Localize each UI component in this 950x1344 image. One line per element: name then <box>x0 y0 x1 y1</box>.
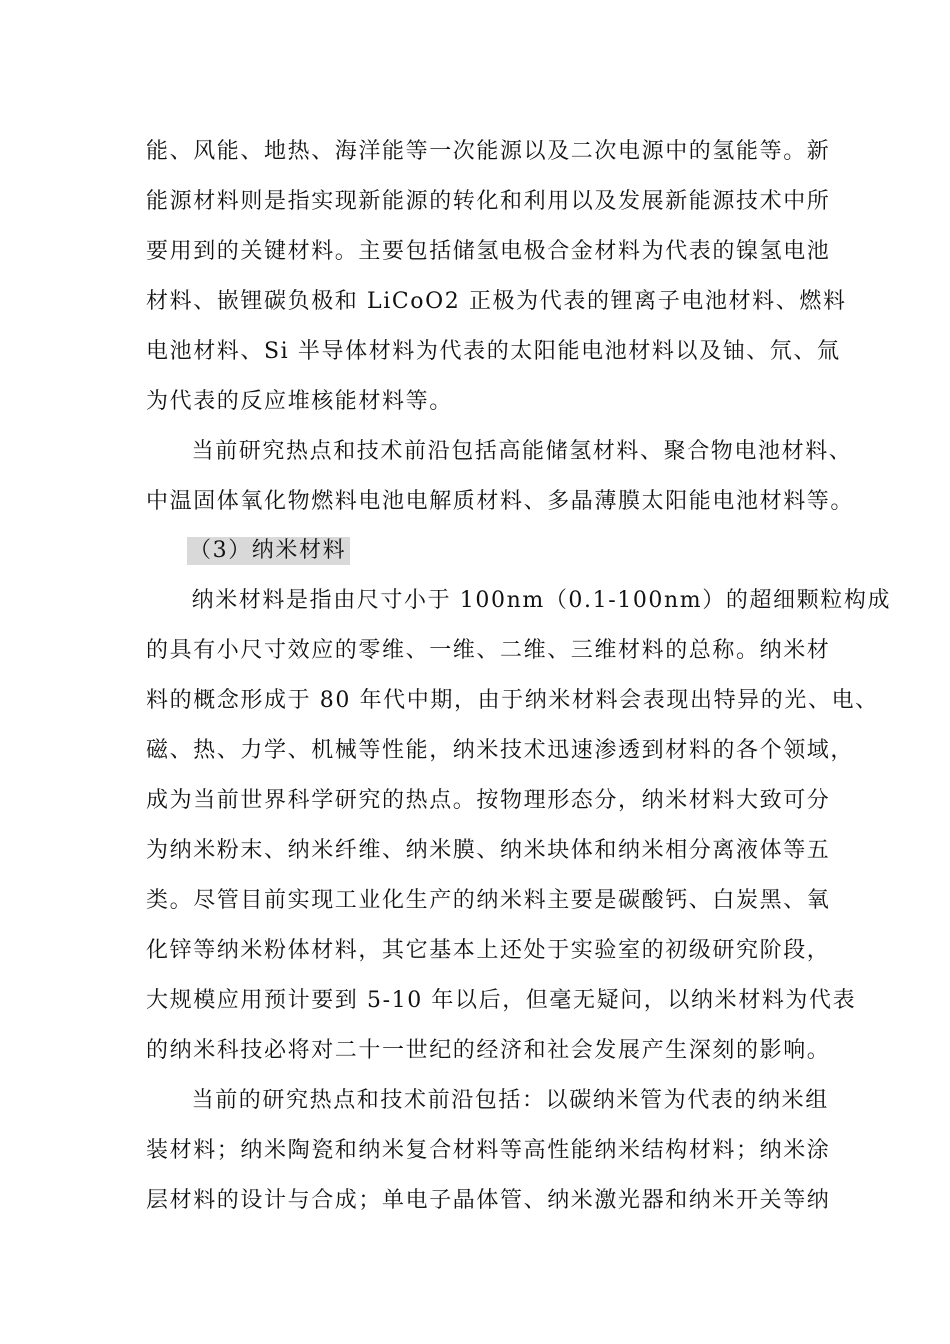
text-line: 成为当前世界科学研究的热点。按物理形态分，纳米材料大致可分 <box>146 788 831 813</box>
text-line: 为代表的反应堆核能材料等。 <box>146 389 453 414</box>
text-line: 为纳米粉末、纳米纤维、纳米膜、纳米块体和纳米相分离液体等五 <box>146 838 831 863</box>
text-line: 电池材料、Si 半导体材料为代表的太阳能电池材料以及铀、氘、氚 <box>146 339 841 364</box>
text-line: 料的概念形成于 80 年代中期，由于纳米材料会表现出特异的光、电、 <box>146 688 879 713</box>
text-line: 的纳米科技必将对二十一世纪的经济和社会发展产生深刻的影响。 <box>146 1038 831 1063</box>
text-line: 能源材料则是指实现新能源的转化和利用以及发展新能源技术中所 <box>146 189 831 214</box>
section-heading: （3）纳米材料 <box>187 537 350 565</box>
text-line: 装材料；纳米陶瓷和纳米复合材料等高性能纳米结构材料；纳米涂 <box>146 1138 831 1163</box>
text-line: 的具有小尺寸效应的零维、一维、二维、三维材料的总称。纳米材 <box>146 638 831 663</box>
text-line: 纳米材料是指由尺寸小于 100nm（0.1-100nm）的超细颗粒构成 <box>168 588 892 613</box>
text-line: 中温固体氧化物燃料电池电解质材料、多晶薄膜太阳能电池材料等。 <box>146 489 855 514</box>
text-line: 当前研究热点和技术前沿包括高能储氢材料、聚合物电池材料、 <box>168 439 853 464</box>
text-line: 层材料的设计与合成；单电子晶体管、纳米激光器和纳米开关等纳 <box>146 1188 831 1213</box>
text-line: 磁、热、力学、机械等性能，纳米技术迅速渗透到材料的各个领域， <box>146 738 855 763</box>
text-line: 化锌等纳米粉体材料，其它基本上还处于实验室的初级研究阶段， <box>146 938 831 963</box>
text-line: 能、风能、地热、海洋能等一次能源以及二次电源中的氢能等。新 <box>146 139 831 164</box>
text-line: 类。尽管目前实现工业化生产的纳米料主要是碳酸钙、白炭黑、氧 <box>146 888 831 913</box>
text-line: 大规模应用预计要到 5-10 年以后，但毫无疑问，以纳米材料为代表 <box>146 988 857 1013</box>
text-line: 要用到的关键材料。主要包括储氢电极合金材料为代表的镍氢电池 <box>146 239 831 264</box>
text-line: 材料、嵌锂碳负极和 LiCoO2 正极为代表的锂离子电池材料、燃料 <box>146 289 847 314</box>
text-line: 当前的研究热点和技术前沿包括：以碳纳米管为代表的纳米组 <box>168 1088 829 1113</box>
